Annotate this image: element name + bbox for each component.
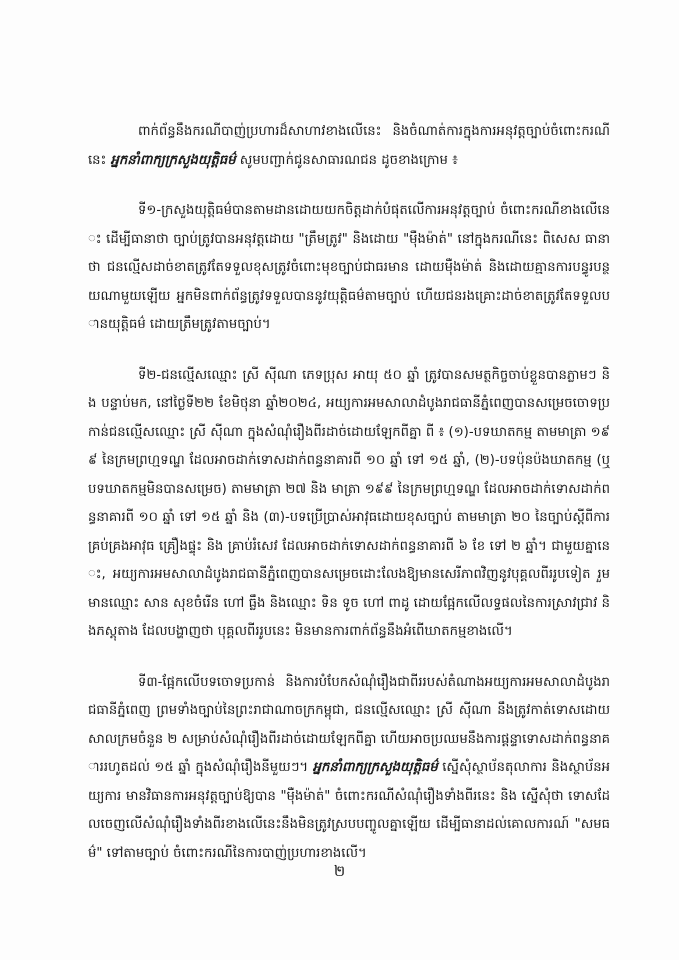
paragraph-text: ទី២-ជនល្មើសឈ្មោះ ស្រី ស៊ីណា ភេទប្រុស អាយុ ៥០ ឆ្នាំ ត្រូវបានសមត្ថកិច្ចចាប់ខ្លួនបានភ្លាមៗ និង បន្ទាប់មក, នៅថ្ងៃទី២២ ខែមិថុនា ឆ្នាំ២០២៤, អយ្យការអមសាលាដំបូងរាជធានីភ្នំពេញបានសម្រេចចោទប្រកាន់ជនល្មើសឈ្មោះ ស្រី ស៊ីណា ក្នុងសំណុំរឿងពីរដាច់ដោយឡែកពីគ្នា ពី ៖ (១)-បទឃាតកម្ម តាមមាត្រា ១៩៩ នៃក្រមព្រហ្មទណ្ឌ ដែលអាចដាក់ទោសដាក់ពន្ធនាគារពី ១០ ឆ្នាំ ទៅ ១៥ ឆ្នាំ, (២)-បទប៉ុនប៉ងឃាតកម្ម (ឬបទឃាតកម្មមិនបានសម្រេច) តាមមាត្រា ២៧ និង មាត្រា ១៩៩ នៃក្រមព្រហ្មទណ្ឌ ដែលអាចដាក់ទោសដាក់ពន្ធនាគារពី ១០ ឆ្នាំ ទៅ ១៥ ឆ្នាំ និង (៣)-បទប្រើប្រាស់អាវុធដោយខុសច្បាប់ តាមមាត្រា ២០ នៃច្បាប់ស្តីពីការគ្រប់គ្រងអាវុធ គ្រឿងផ្ទុះ និង គ្រាប់រំសេវ ដែលអាចដាក់ទោសដាក់ពន្ធនាគារពី ៦ ខែ ទៅ ២ ឆ្នាំ។ ជាមួយគ្នានេះ, អយ្យការអមសាលាដំបូងរាជធានីភ្នំពេញបានសម្រេចដោះលែងឱ្យមានសេរីភាពវិញនូវបុគ្គលពីររូបទៀត រួមមានឈ្មោះ សាន សុខចំរើន ហៅ ធ្លឹង និងឈ្មោះ ទិន ទូច ហៅ ពាដូ ដោយផ្អែកលើលទ្ធផលនៃការស្រាវជ្រាវ និងភស្តុតាង ដែលបង្ហាញថា បុគ្គលពីររូបនេះ មិនមានការពាក់ព័ន្ធនឹងអំពើឃាតកម្មខាងលើ។: [88, 367, 610, 639]
paragraph-text: ទី៣-ផ្អែកលើបទចោទប្រកាន់ និងការបំបែកសំណុំរឿងជាពីររបស់តំណាងអយ្យការអមសាលាដំបូងរាជធានីភ្នំពេញ ព្រមទាំងច្បាប់នៃព្រះរាជាណាចក្រកម្ពុជា, ជនល្មើសឈ្មោះ ស្រី ស៊ីណា នឹងត្រូវកាត់ទោសដោយសាលក្រមចំនួន ២ សម្រាប់សំណុំរឿងពីរដាច់ដោយឡែកពីគ្នា ហើយអាចប្រឈមនឹងការផ្តន្ទាទោសដាក់ពន្ធនាគាររហូតដល់ ១៥ ឆ្នាំ ក្នុងសំណុំរឿងនីមួយៗ។: [88, 674, 610, 775]
spokesperson-emphasis: អ្នកនាំពាក្យក្រសួងយុត្តិធម៌: [110, 152, 236, 168]
paragraph-point-1: [88, 197, 610, 340]
document-body: [88, 118, 610, 890]
paragraph-point-3: [88, 669, 610, 869]
spokesperson-emphasis: អ្នកនាំពាក្យក្រសួងយុត្តិធម៌: [312, 760, 438, 775]
paragraph-text: ស្នើសុំស្ថាប័នតុលាការ និងស្ថាប័នអយ្យការ មានវិធានការអនុវត្តច្បាប់ឱ្យបាន "ម៉ឺងម៉ាត់" ចំពោះករណីសំណុំរឿងទាំងពីរនេះ និង ស្នើសុំថា ទោសដែលចេញលើសំណុំរឿងទាំងពីរខាងលើនេះនឹងមិនត្រូវស្របបញ្ចូលគ្នាឡើយ ដើម្បីធានាដល់គោលការណ៍ "សមធម៌" ទៅតាមច្បាប់ ចំពោះករណីនៃការបាញ់ប្រហារខាងលើ។: [88, 760, 610, 861]
paragraph-intro: [88, 118, 610, 175]
paragraph-point-2: [88, 362, 610, 647]
page-number: ២: [333, 862, 346, 880]
paragraph-text: ទី១-ក្រសួងយុត្តិធម៌បានតាមដានដោយយកចិត្តដាក់បំផុតលើការអនុវត្តច្បាប់ ចំពោះករណីខាងលើនេះ ដើម្បីធានាថា ច្បាប់ត្រូវបានអនុវត្តដោយ "ត្រឹមត្រូវ" និងដោយ "ម៉ឺងម៉ាត់" នៅក្នុងករណីនេះ ពិសេស ធានាថា ជនល្មើសដាច់ខាតត្រូវតែទទួលខុសត្រូវចំពោះមុខច្បាប់ជាធរមាន ដោយម៉ឺងម៉ាត់ និងដោយគ្មានការបន្ធូរបន្ថយណាមួយឡើយ អ្នកមិនពាក់ព័ន្ធត្រូវទទួលបាននូវយុត្តិធម៌តាមច្បាប់ ហើយជនរងគ្រោះដាច់ខាតត្រូវតែទទួលបានយុត្តិធម៌ ដោយត្រឹមត្រូវតាមច្បាប់។: [88, 203, 610, 332]
paragraph-text: សូមបញ្ជាក់ជូនសាធារណជន ដូចខាងក្រោម ៖: [235, 152, 458, 168]
paragraph-text: ពាក់ព័ន្ធនឹងករណីបាញ់ប្រហារដ៏សាហាវខាងលើនេះ និងចំណាត់ការក្នុងការអនុវត្តច្បាប់ចំពោះករណីនេះ: [88, 124, 610, 168]
